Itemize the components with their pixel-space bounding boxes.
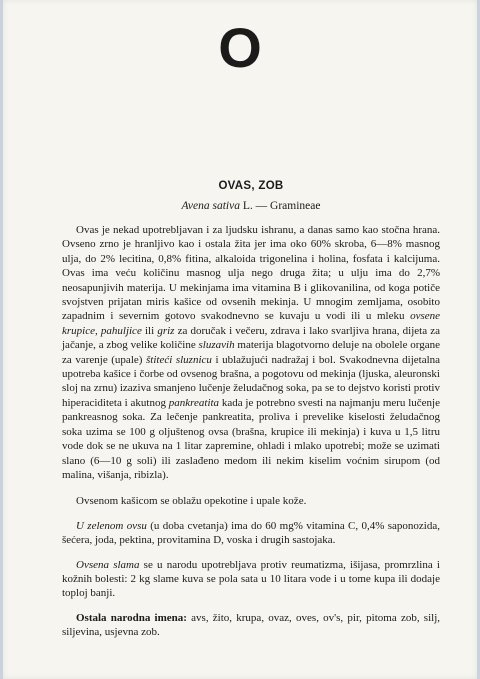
text-run: avs, žito, krupa, ovaz, oves, ov's, pir, pitoma zob, silj, siljevina, usjevna zob. [62, 611, 440, 639]
paragraph-composition [62, 223, 440, 482]
text-run: materija blagotvorno deluje na obolele organe za varenje (upale) [62, 339, 440, 366]
entry-subtitle [62, 200, 440, 212]
emphasis-run: sluzavih [198, 339, 235, 352]
folk-names-label: Ostala narodna imena: [76, 611, 187, 624]
emphasis-run: griz [157, 324, 175, 337]
text-run: kada je potrebno svesti na najmanju meru lučenje pankreasnog soka. Za lečenje pankreatita, proliva i prevelike kiselosti želudačnog soka uzima se 100 g oljuštenog ovsa (brašna, krupice ili mekinja) i kuva u 1,5 litru vode dok se ne ukuva na 1 litar zapremine, ohladi i mlako upotrebi; može se uzimati slano (6—10 g soli) ili zaslađeno medom ili nekim kiselim voćnim sirupom (od malina, višanja, ribizla). [62, 396, 440, 481]
text-run: Ovas je nekad upotrebljavan i za ljudsku ishranu, a danas samo kao stočna hrana. Ovseno zrno je hranljivo kao i ostala žita jer ima oko 60% skroba, 6—8% masnog ulja, do 2% lecitina, 0,8% fitina, alkaloida trigonelina i holina, fosfata i kalcijuma. Ovas ima veću količinu masnog ulja nego druga žita; u ulju ima do 2,7% neosapunjivih materija. U mekinjama ima vitamina B i glikovanilina, od koga potiče svojstven prijatan miris kašice od ovsenih mekinja. U mnogim zemljama, osobito zapadnim i severnim gotovo svakodnevno se kuvaju u vodi ili u mleku [62, 224, 440, 323]
paragraph-oat-straw [62, 558, 440, 601]
text-run: ili [141, 324, 158, 337]
entry-content [62, 180, 440, 640]
latin-suffix: L. — Gramineae [239, 200, 321, 212]
text-run: za doručak i večeru, zdrava i lako svarljiva hrana, dijeta za jačanje, a zbog velike količine [62, 324, 440, 352]
emphasis-run: štiteći sluznicu [146, 353, 212, 366]
section-letter: O [218, 16, 262, 79]
book-page [3, 0, 477, 679]
emphasis-run: pankreatita [168, 396, 220, 409]
paragraph-folk-names [62, 611, 440, 640]
paragraph-burns: Ovsenom kašicom se oblažu opekotine i upale kože. [76, 495, 307, 508]
emphasis-run: ovsene krupice, pahuljice [62, 310, 440, 337]
text-run: (u doba cvetanja) ima do 60 mg% vitamina C, 0,4% saponozida, šećera, joda, pektina, provitamina D, voska i drugih sastojaka. [62, 519, 440, 547]
emphasis-run: Ovsena slama [76, 558, 140, 571]
text-run: i ublažujući nadražaj i bol. Svakodnevna dijetalna upotreba kašice i čorbe od ovsenog brašna, a pogotovu od mekinja (ljuska, aleuronski sloj na zrnu) izaziva smanjeno lučenje želudačnog soka, pa se to dejstvo koristi protiv hiperaciditeta i akutnog [62, 353, 441, 409]
emphasis-run: U zelenom ovsu [76, 519, 147, 532]
text-run: se u narodu upotrebljava protiv reumatizma, išijasa, promrzlina i kožnih bolesti: 2 kg slame kuva se pola sata u 10 litara vode i u tome kupa ili dodaje toploj banji. [62, 558, 440, 600]
paragraph-green-oats [62, 519, 440, 548]
entry-title: OVAS, ZOB [218, 180, 284, 192]
latin-name: Avena sativa [181, 200, 240, 212]
